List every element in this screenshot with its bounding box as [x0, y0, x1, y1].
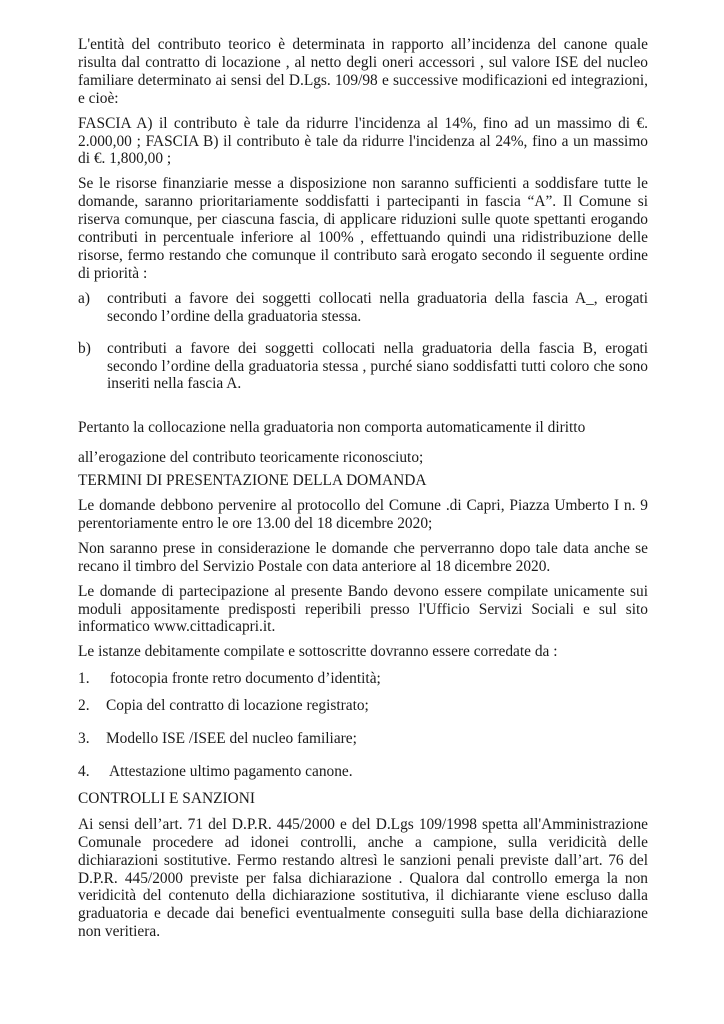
priority-item	[78, 340, 648, 394]
list-item-text: contributi a favore dei soggetti collocati nella graduatoria della fascia B, erogati secondo l’ordine della graduatoria stessa , purché siano soddisfatti tutti coloro che sono inseriti nella fascia A.	[107, 339, 648, 393]
intro-paragraph: L'entità del contributo teorico è determinata in rapporto all’incidenza del canone quale risulta dal contratto di locazione , al netto degli oneri accessori , sul valore ISE del nucleo familiare determinato ai sensi del D.Lgs. 109/98 e successive modificazioni ed integrazioni, e cioè:	[78, 36, 648, 107]
list-item-text: Modello ISE /ISEE del nucleo familiare;	[106, 730, 357, 748]
priority-item	[78, 290, 648, 326]
list-item-text: Attestazione ultimo pagamento canone.	[106, 763, 353, 780]
attachment-item	[78, 730, 648, 748]
list-marker: 2.	[78, 697, 90, 715]
termini-paragraph-2: Non saranno prese in considerazione le domande che perverranno dopo tale data anche se recano il timbro del Servizio Postale con data anteriore al 18 dicembre 2020.	[78, 539, 648, 575]
list-item-text: Copia del contratto di locazione registrato;	[106, 697, 369, 715]
termini-paragraph-1: Le domande debbono pervenire al protocollo del Comune .di Capri, Piazza Umberto I n. 9 perentoriamente entro le ore 13.00 del 18 dicembre 2020;	[78, 497, 648, 532]
attachment-item	[78, 763, 648, 781]
pertanto-line-1: Pertanto la collocazione nella graduatoria non comporta automaticamente il diritto	[78, 419, 586, 437]
attachment-item	[78, 670, 648, 688]
priority-list	[78, 290, 648, 394]
controlli-paragraph: Ai sensi dell’art. 71 del D.P.R. 445/2000 e del D.Lgs 109/1998 spetta all'Amministrazione Comunale procedere ad idonei controlli, anche a campione, sulla veridicità delle dichiarazioni sostitutive. Fermo restando altresì le sanzioni penali previste dall’art. 76 del D.P.R. 445/2000 previste per falsa dichiarazione . Qualora dal controllo emerga la non veridicità del contenuto della dichiarazione sostitutiva, il dichiarante viene escluso dalla graduatoria e decade dai benefici eventualmente conseguiti sulla base della dichiarazione non veritiera.	[78, 815, 648, 941]
list-marker: a)	[78, 289, 90, 307]
istanze-intro: Le istanze debitamente compilate e sottoscritte dovranno essere corredate da :	[78, 643, 558, 661]
list-item-text: fotocopia fronte retro documento d’identità;	[106, 670, 381, 688]
risorse-paragraph: Se le risorse finanziarie messe a disposizione non saranno sufficienti a soddisfare tutte le domande, saranno prioritariamente soddisfatti i partecipanti in fascia “A”. Il Comune si riserva comunque, per ciascuna fascia, di applicare riduzioni sulle quote spettanti erogando contributi in percentuale inferiore al 100% , effettuando quindi una ridistribuzione delle risorse, fermo restando che comunque il contributo sarà erogato secondo il seguente ordine di priorità :	[78, 175, 648, 282]
attachments-list	[78, 670, 648, 781]
list-item-text: contributi a favore dei soggetti collocati nella graduatoria della fascia A_, erogati secondo l’ordine della graduatoria stessa.	[107, 289, 648, 325]
fasce-paragraph: FASCIA A) il contributo è tale da ridurre l'incidenza al 14%, fino ad un massimo di €. 2.000,00 ; FASCIA B) il contributo è tale da ridurre l'incidenza al 24%, fino a un massimo di €. 1,800,00 ;	[78, 114, 648, 168]
list-marker: b)	[78, 339, 91, 357]
termini-paragraph-3: Le domande di partecipazione al presente Bando devono essere compilate unicamente sui moduli appositamente predisposti reperibili presso l'Ufficio Servizi Sociali e sul sito informatico www.cittadicapri.it.	[78, 582, 648, 636]
pertanto-line-2: all’erogazione del contributo teoricamente riconosciuto;	[78, 449, 424, 467]
section-heading-controlli: CONTROLLI E SANZIONI	[78, 789, 255, 807]
list-marker: 4.	[78, 763, 90, 780]
list-marker: 1.	[78, 670, 90, 688]
document-page	[78, 36, 648, 941]
list-marker: 3.	[78, 730, 90, 748]
section-heading-termini: TERMINI DI PRESENTAZIONE DELLA DOMANDA	[78, 472, 427, 490]
attachment-item	[78, 697, 648, 715]
